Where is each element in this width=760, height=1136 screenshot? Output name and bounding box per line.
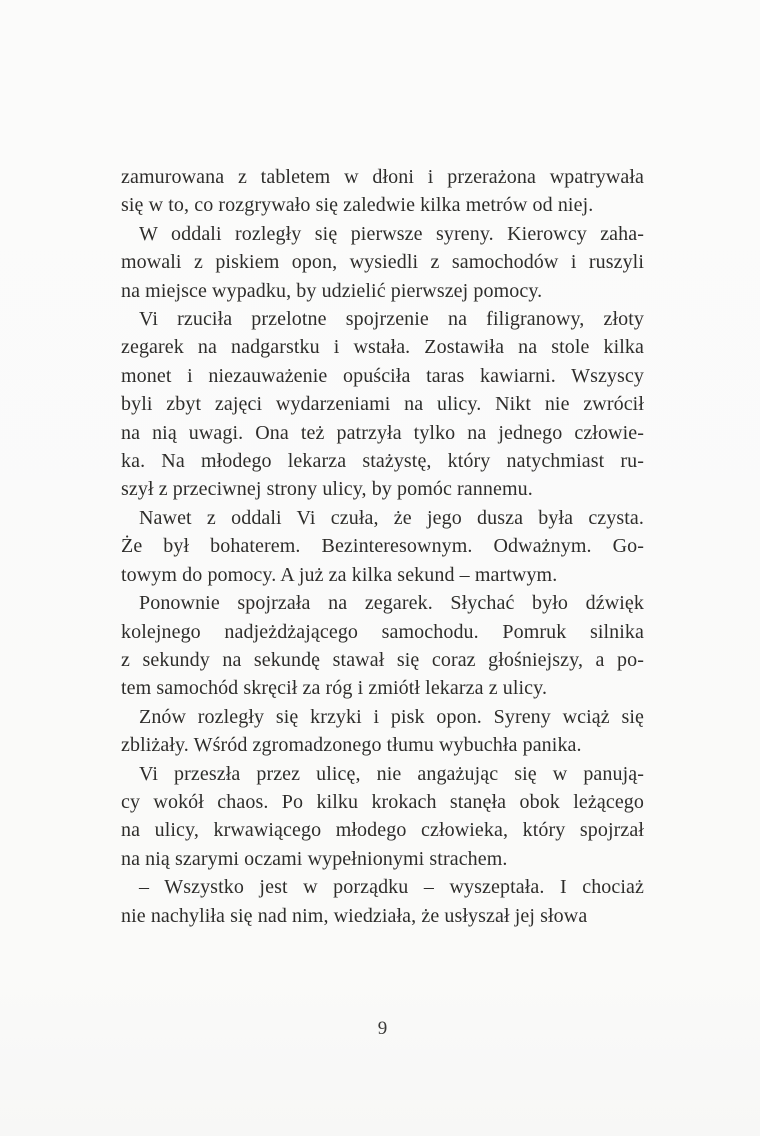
text-line: na ulicy, krwawiącego młodego człowieka, który spojrzał: [121, 819, 644, 842]
text-line: Nawet z oddali Vi czuła, że jego dusza była czysta.: [139, 506, 644, 529]
text-line: na nią uwagi. Ona też patrzyła tylko na jednego człowie-: [121, 421, 644, 444]
body-text: [121, 163, 644, 930]
page-number: 9: [377, 1018, 388, 1039]
paragraph: [121, 760, 644, 874]
text-line: na miejsce wypadku, by udzielić pierwszej pomocy.: [121, 279, 543, 302]
paragraph: [121, 589, 644, 703]
text-line: byli zbyt zajęci wydarzeniami na ulicy. Nikt nie zwrócił: [121, 393, 644, 416]
text-line: ka. Na młodego lekarza stażystę, który natychmiast ru-: [121, 450, 644, 473]
text-line: na nią szarymi oczami wypełnionymi strachem.: [121, 847, 508, 870]
text-line: Znów rozległy się krzyki i pisk opon. Syreny wciąż się: [139, 705, 644, 728]
text-line: się w to, co rozgrywało się zaledwie kilka metrów od niej.: [121, 194, 594, 217]
text-line: cy wokół chaos. Po kilku krokach stanęła obok leżącego: [121, 790, 644, 813]
text-line: Ponownie spojrzała na zegarek. Słychać było dźwięk: [139, 592, 644, 615]
text-line: zbliżały. Wśród zgromadzonego tłumu wybuchła panika.: [121, 734, 582, 757]
text-line: zamurowana z tabletem w dłoni i przerażona wpatrywała: [121, 166, 644, 188]
text-line: tem samochód skręcił za róg i zmiótł lekarza z ulicy.: [121, 677, 548, 700]
paragraph: [121, 163, 644, 220]
text-line: mowali z piskiem opon, wysiedli z samochodów i ruszyli: [121, 251, 644, 274]
text-line: szył z przeciwnej strony ulicy, by pomóc rannemu.: [121, 478, 533, 501]
paragraph: [121, 504, 644, 589]
text-line: Vi rzuciła przelotne spojrzenie na filigranowy, złoty: [139, 308, 644, 331]
text-line: Vi przeszła przez ulicę, nie angażując się w panują-: [139, 762, 644, 785]
text-line: z sekundy na sekundę stawał się coraz głośniejszy, a po-: [121, 648, 644, 671]
text-line: Że był bohaterem. Bezinteresownym. Odważnym. Go-: [121, 535, 644, 558]
paragraph: [121, 220, 644, 305]
text-line: – Wszystko jest w porządku – wyszeptała. I chociaż: [139, 876, 644, 899]
text-line: monet i niezauważenie opuściła taras kawiarni. Wszyscy: [121, 364, 644, 387]
paragraph: [121, 305, 644, 504]
paragraph: [121, 703, 644, 760]
paragraph: [121, 873, 644, 930]
text-line: W oddali rozległy się pierwsze syreny. Kierowcy zaha-: [139, 222, 644, 245]
text-line: zegarek na nadgarstku i wstała. Zostawiła na stole kilka: [121, 336, 644, 359]
text-line: towym do pomocy. A już za kilka sekund – martwym.: [121, 563, 558, 586]
text-line: nie nachyliła się nad nim, wiedziała, że usłyszał jej słowa: [121, 904, 588, 927]
text-line: kolejnego nadjeżdżającego samochodu. Pomruk silnika: [121, 620, 644, 643]
